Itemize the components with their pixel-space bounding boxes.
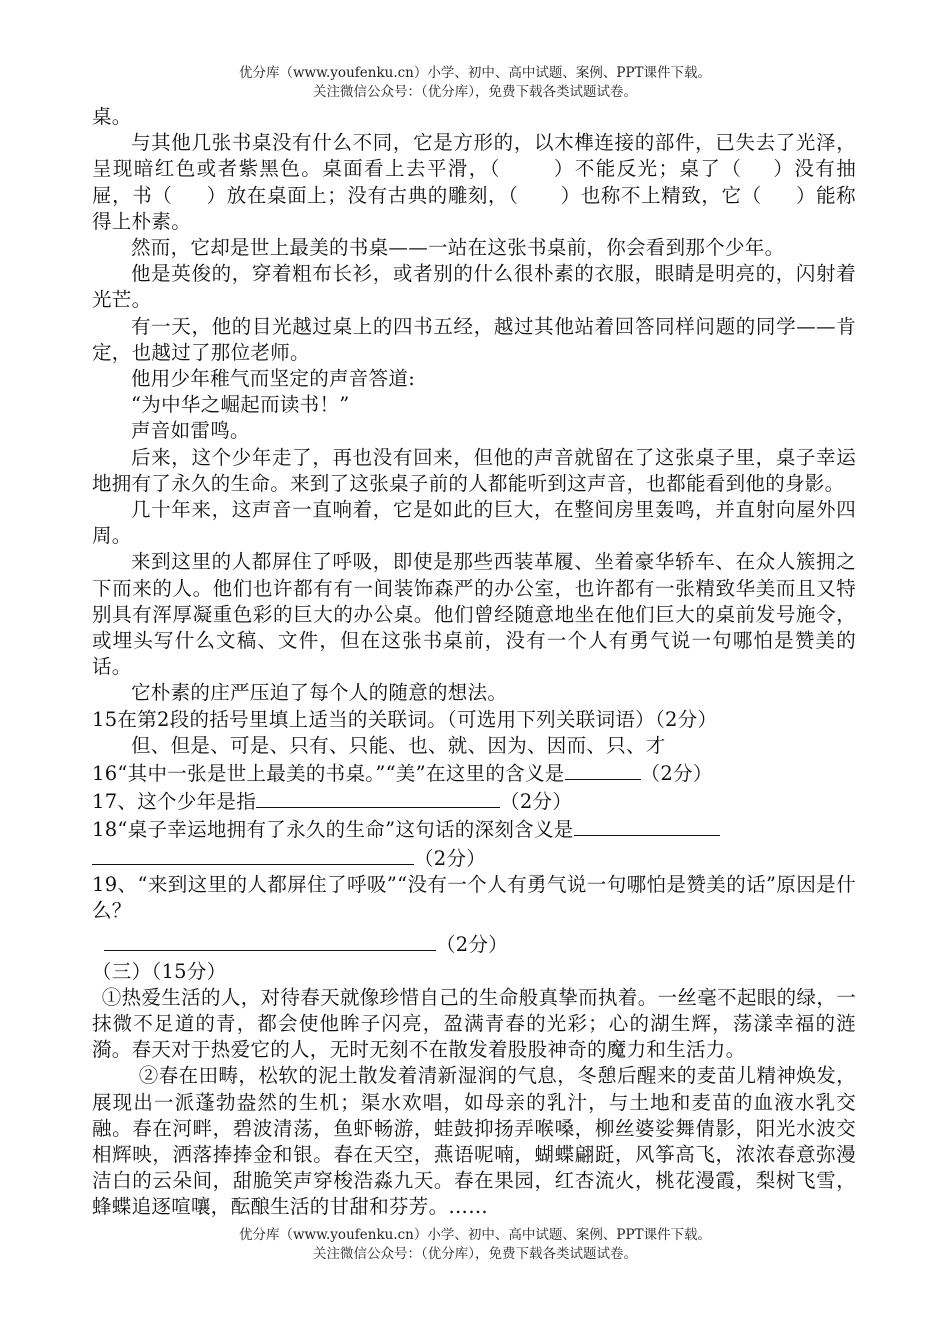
section-3-title: （三）（15分） xyxy=(92,959,227,983)
passage-paragraph-3: 然而，它却是世上最美的书桌——一站在这张书桌前，你会看到那个少年。 xyxy=(131,236,785,260)
document-body xyxy=(92,104,856,1221)
answer-blank-16[interactable] xyxy=(565,759,641,780)
footer-line-1: 优分库（www.youfenku.cn）小学、初中、高中试题、案例、PPT课件下载。 xyxy=(238,1227,712,1243)
passage-fragment: 桌。 xyxy=(92,105,132,128)
passage-paragraph-2: 与其他几张书桌没有什么不同，它是方形的，以木榫连接的部件，已失去了光泽，呈现暗红色或者紫黑色。桌面看上去平滑，（ ）不能反光；桌了（ ）没有抽屉，书（ ）放在桌面上；没有古典的雕刻，（ ）也称不上精致，它（ ）能称得上朴素。 xyxy=(92,131,856,233)
passage-paragraph-6: 他用少年稚气而坚定的声音答道: xyxy=(131,367,416,391)
question-19-answer-line: （2分） xyxy=(92,930,856,958)
question-18-cont: （2分） xyxy=(92,844,856,872)
header-line-1: 优分库（www.youfenku.cn）小学、初中、高中试题、案例、PPT课件下载。 xyxy=(238,65,712,81)
passage-paragraph-9: 后来，这个少年走了，再也没有回来，但他的声音就留在了这张桌子里，桌子幸运地拥有了永久的生命。来到了这张桌子前的人都能听到这声音，也都能看到他的身影。 xyxy=(92,445,856,495)
question-15: 15在第2段的括号里填上适当的关联词。（可选用下列关联词语）（2分） xyxy=(92,707,718,731)
page-footer xyxy=(0,1226,950,1264)
answer-blank-19[interactable] xyxy=(104,930,436,951)
page-header xyxy=(0,64,950,102)
passage-paragraph-4: 他是英俊的，穿着粗布长衫，或者别的什么很朴素的衣服，眼睛是明亮的，闪射着光芒。 xyxy=(92,262,856,312)
passage-paragraph-10: 几十年来，这声音一直响着，它是如此的巨大，在整间房里轰鸣，并直射向屋外四周。 xyxy=(92,498,856,548)
header-line-2: 关注微信公众号：（优分库），免费下载各类试题试卷。 xyxy=(313,84,637,100)
answer-blank-17[interactable] xyxy=(256,787,500,808)
question-17: 17、这个少年是指 （2分） xyxy=(92,787,856,815)
footer-line-2: 关注微信公众号：（优分库），免费下载各类试题试卷。 xyxy=(313,1246,637,1262)
passage-quote: “为中华之崛起而读书！” xyxy=(131,393,350,417)
question-19: 19、“来到这里的人都屏住了呼吸”“没有一个人有勇气说一句哪怕是赞美的话”原因是什么？ xyxy=(92,872,856,923)
answer-blank-18b[interactable] xyxy=(92,844,414,865)
question-16: 16“其中一张是世上最美的书桌。”“美”在这里的含义是 （2分） xyxy=(92,759,856,787)
passage-paragraph-11: 来到这里的人都屏住了呼吸，即使是那些西装革履、坐着豪华轿车、在众人簇拥之下而来的人。他们也许都有有一间装饰森严的办公室，也许都有一张精致华美而且又特别具有浑厚凝重色彩的巨大的办公桌。他们曾经随意地坐在他们巨大的桌前发号施令，或埋头写什么文稿、文件，但在这张书桌前，没有一个人有勇气说一句哪怕是赞美的话。 xyxy=(92,550,856,679)
answer-blank-18a[interactable] xyxy=(574,815,720,836)
section-3-paragraph-2: ②春在田畴，松软的泥土散发着清新湿润的气息，冬憩后醒来的麦苗儿精神焕发，展现出一派蓬勃盎然的生机；渠水欢唱，如母亲的乳汁，与土地和麦苗的血液水乳交融。春在河畔，碧波清荡，鱼虾畅游，蛙鼓抑扬弄喉嗓，柳丝婆娑舞倩影，阳光水波交相辉映，洒落捧捧金和银。春在天空，燕语呢喃，蝴蝶翩跹，风筝高飞，浓浓春意弥漫洁白的云朵间，甜脆笑声穿梭浩淼九天。春在果园，红杏流火，桃花漫霞，梨树飞雪，蜂蝶追逐喧嚷，酝酿生活的甘甜和芬芳。…… xyxy=(92,1064,856,1219)
section-3-paragraph-1: ①热爱生活的人，对待春天就像珍惜自己的生命般真挚而执着。一丝毫不起眼的绿，一抹微不足道的青，都会使他眸子闪亮，盈满青春的光彩；心的湖生辉，荡漾幸福的涟漪。春天对于热爱它的人，无时无刻不在散发着股股神奇的魔力和生活力。 xyxy=(92,985,856,1062)
question-15-options: 但、但是、可是、只有、只能、也、就、因为、因而、只、才 xyxy=(131,733,666,757)
passage-paragraph-12: 它朴素的庄严压迫了每个人的随意的想法。 xyxy=(131,681,508,705)
passage-paragraph-5: 有一天，他的目光越过桌上的四书五经，越过其他站着回答同样问题的同学——肯定，也越过了那位老师。 xyxy=(92,314,856,364)
passage-paragraph-8: 声音如雷鸣。 xyxy=(131,419,250,443)
question-18: 18“桌子幸运地拥有了永久的生命”这句话的深刻含义是 xyxy=(92,815,856,843)
